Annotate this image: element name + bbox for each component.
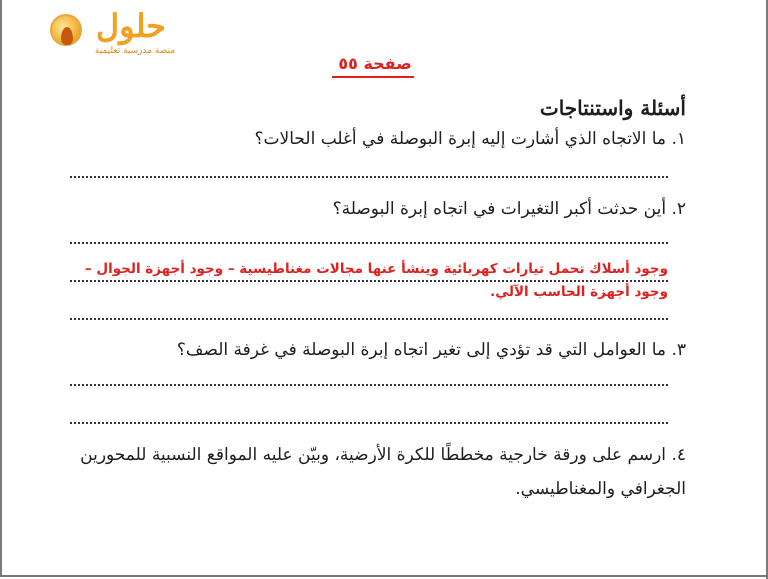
logo-flame-icon [50,14,82,46]
answer-line [70,384,668,386]
question-1-text: ما الاتجاه الذي أشارت إليه إبرة البوصلة في أغلب الحالات؟ [254,129,667,149]
question-3 [177,340,686,360]
logo-word: حلول [95,7,167,45]
question-1 [255,129,686,149]
question-4-number: ٤. [671,445,686,465]
question-2 [333,199,686,219]
question-2-text: أين حدثت أكبر التغيرات في اتجاه إبرة البوصلة؟ [332,199,667,219]
answer-line [70,318,668,320]
question-3-number: ٣. [671,340,686,360]
page-title: صفحة ٥٥ [338,54,412,73]
answer-line [70,176,668,178]
hulul-logo [50,8,180,60]
logo-subtitle: منصة مدرسية تعليمية [94,46,176,56]
question-1-number: ١. [671,129,686,149]
answer-2-text: وجود أسلاك تحمل تيارات كهربائية وينشأ عنها مجالات مغناطيسية – وجود أجهزة الجوال – وجود أجهزة الحاسب الآلي. [84,261,668,300]
section-heading: أسئلة واستنتاجات [539,96,686,120]
question-2-number: ٢. [671,199,686,219]
answer-line [70,422,668,424]
page-title-underline [332,76,414,78]
question-3-text: ما العوامل التي قد تؤدي إلى تغير اتجاه إبرة البوصلة في غرفة الصف؟ [176,340,667,360]
question-4-text: ارسم على ورقة خارجية مخططًا للكرة الأرضية، وبيّن عليه المواقع النسبية للمحورين الجغرافي والمغناطيسي. [80,445,686,499]
question-4 [66,438,686,506]
answer-line [70,242,668,244]
